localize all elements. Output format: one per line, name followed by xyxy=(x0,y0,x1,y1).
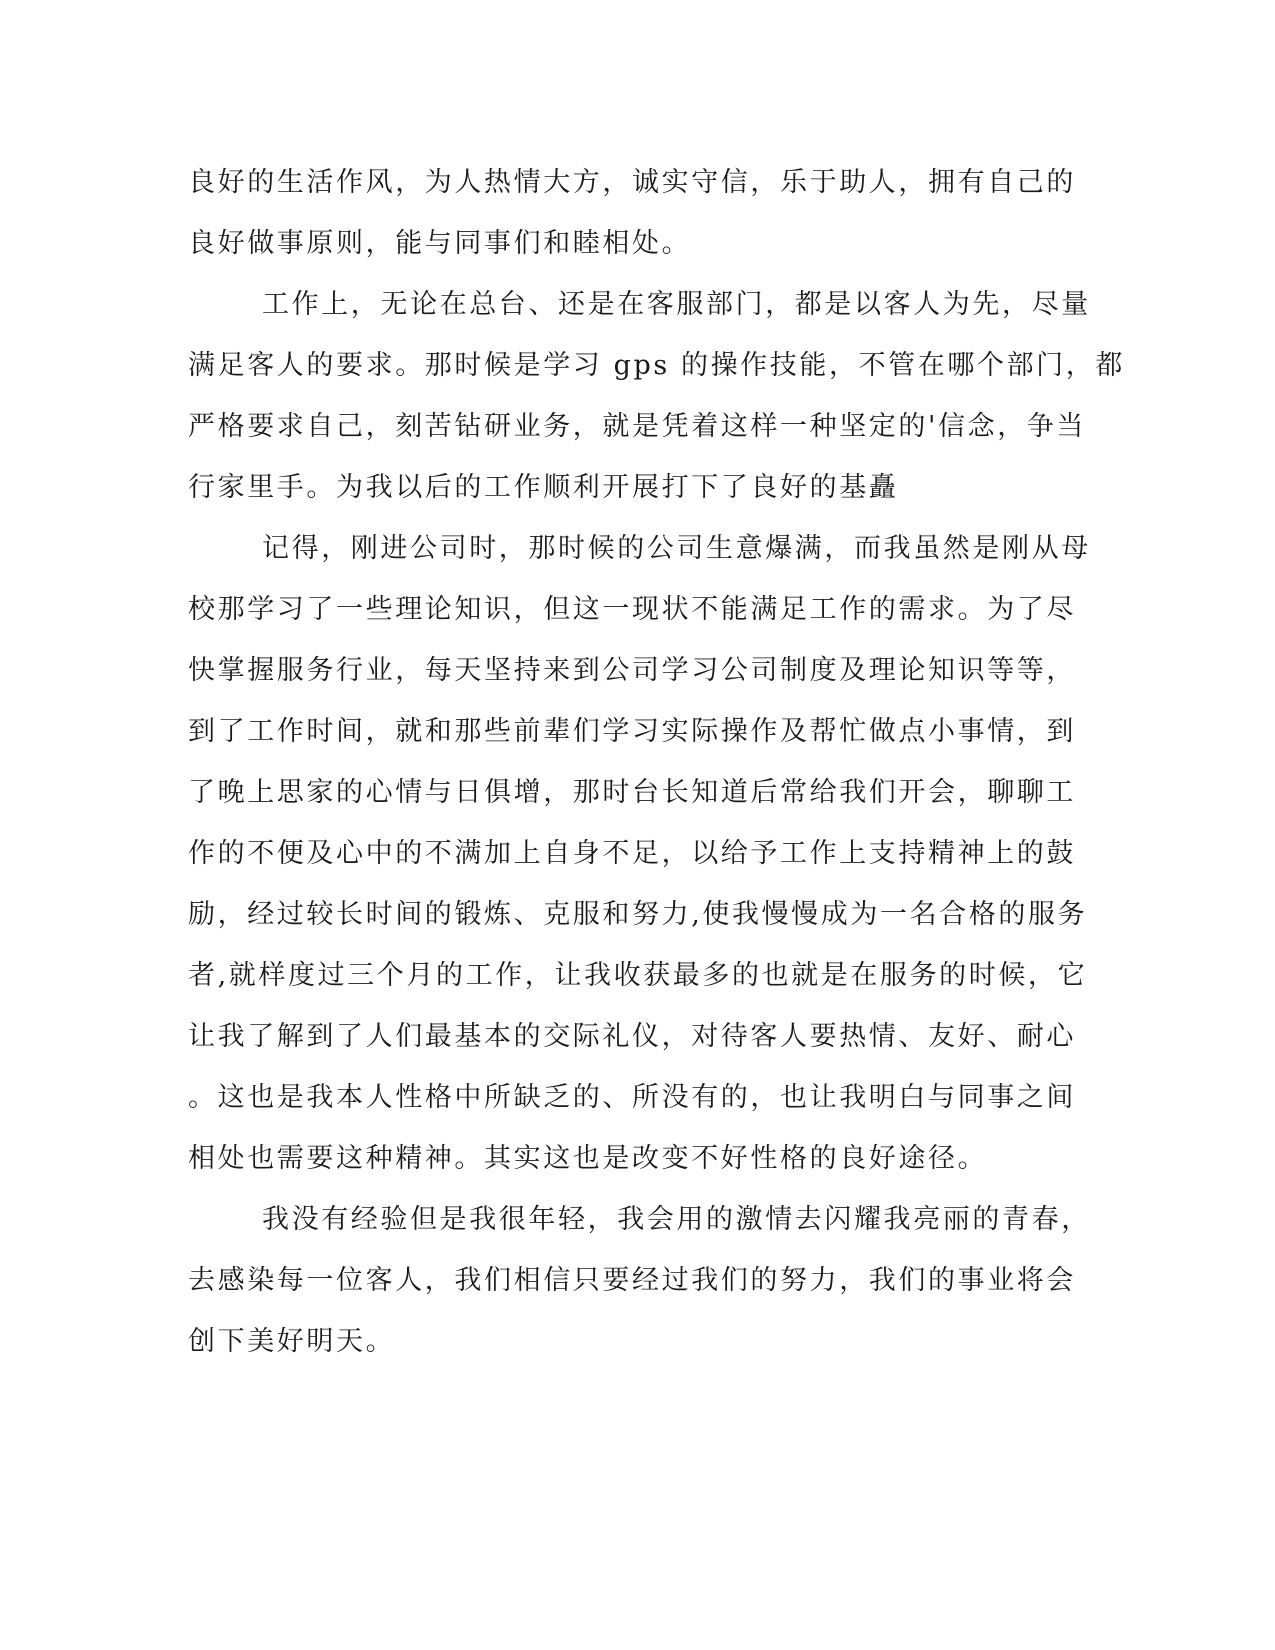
text-line: 让我了解到了人们最基本的交际礼仪，对待客人要热情、友好、耐心 xyxy=(188,1021,1076,1052)
text-line: 相处也需要这种精神。其实这也是改变不好性格的良好途径。 xyxy=(188,1143,988,1174)
text-line: 良好的生活作风，为人热情大方，诚实守信，乐于助人，拥有自己的 xyxy=(188,167,1076,198)
text-line: 了晚上思家的心情与日俱增，那时台长知道后常给我们开会，聊聊工 xyxy=(188,777,1076,808)
text-line: 作的不便及心中的不满加上自身不足，以给予工作上支持精神上的鼓 xyxy=(188,838,1076,869)
text-line: 到了工作时间，就和那些前辈们学习实际操作及帮忙做点小事情，到 xyxy=(188,716,1076,747)
document-body xyxy=(188,163,1125,1383)
paragraph-start-line: 我没有经验但是我很年轻，我会用的激情去闪耀我亮丽的青春， xyxy=(262,1204,1091,1235)
text-line: 。这也是我本人性格中所缺乏的、所没有的，也让我明白与同事之间 xyxy=(188,1082,1076,1113)
text-line: 满足客人的要求。那时候是学习 gps 的操作技能，不管在哪个部门，都 xyxy=(188,350,1125,381)
paragraph-start-line: 工作上，无论在总台、还是在客服部门，都是以客人为先，尽量 xyxy=(262,289,1091,320)
text-line: 快掌握服务行业，每天坚持来到公司学习公司制度及理论知识等等， xyxy=(188,655,1076,686)
paragraph-start-line: 记得，刚进公司时，那时候的公司生意爆满，而我虽然是刚从母 xyxy=(262,533,1091,564)
text-line: 者,就样度过三个月的工作，让我收获最多的也就是在服务的时候，它 xyxy=(188,960,1088,991)
text-line: 行家里手。为我以后的工作顺利开展打下了良好的基矗 xyxy=(188,472,899,503)
text-line: 去感染每一位客人，我们相信只要经过我们的努力，我们的事业将会 xyxy=(188,1265,1076,1296)
text-line: 良好做事原则，能与同事们和睦相处。 xyxy=(188,228,692,259)
text-line: 严格要求自己，刻苦钻研业务，就是凭着这样一种坚定的'信念，争当 xyxy=(188,411,1087,442)
text-line: 励，经过较长时间的锻炼、克服和努力,使我慢慢成为一名合格的服务 xyxy=(188,899,1088,930)
text-line: 校那学习了一些理论知识，但这一现状不能满足工作的需求。为了尽 xyxy=(188,594,1076,625)
text-line: 创下美好明天。 xyxy=(188,1326,396,1357)
